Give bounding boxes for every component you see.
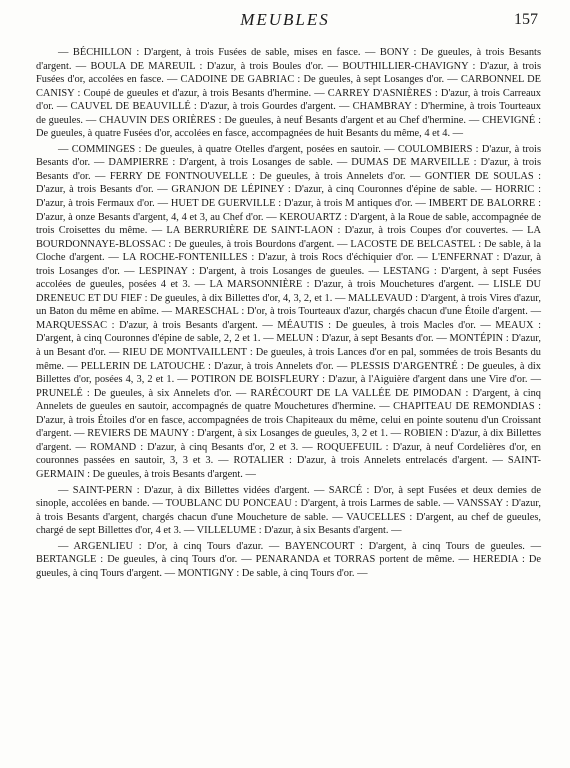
- running-head: [0, 10, 570, 32]
- paragraph: [36, 143, 541, 482]
- running-title: MEUBLES: [240, 10, 330, 29]
- paragraph-text: — SAINT-PERN : D'azur, à dix Billettes vidées d'argent. — SARCÉ : D'or, à sept Fusées et deux demies de sinople, accolées en bande. — TOUBLANC DU PONCEAU : D'argent, à trois Larmes de sable. — VANSSAY : D'azur, à trois Besants d'argent, chargés chacun d'une Moucheture de sable. — VAUCELLES : D'argent, au chef de gueules, chargé de sept Billettes d'or, 4 et 3. — VILLELUME : D'azur, à six Besants d'argent. —: [36, 484, 541, 537]
- paragraph: [36, 484, 541, 538]
- page-number: 157: [514, 11, 538, 28]
- paragraph-text: — ARGENLIEU : D'or, à cinq Tours d'azur. — BAYENCOURT : D'argent, à cinq Tours de gueules. — BERTANGLE : De gueules, à cinq Tours d'or. — PENARANDA et TORRAS portent de même. — HEREDIA : De gueules, à cinq Tours d'argent. — MONTIGNY : De sable, à cinq Tours d'or. —: [36, 540, 541, 579]
- paragraph-text: — COMMINGES : De gueules, à quatre Otelles d'argent, posées en sautoir. — COULOMBIERS : D'azur, à trois Besants d'or. — DAMPIERRE : D'argent, à trois Losanges de sable. — DUMAS DE MARVEILLE : D'azur, à trois Besants d'or. — FERRY DE FONTNOUVELLE : De gueules, à trois Annelets d'or. — GONTIER DE SOULAS : D'azur, à trois Besants d'or. — GRANJON DE LÉPINEY : D'azur, à cinq Couronnes d'épine de sable. — HORRIC : D'azur, à trois Fermaux d'or. — HUET DE GUERVILLE : D'azur, à trois M antiques d'or. — IMBERT DE BALORRE : D'azur, à onze Besants d'argent, 4, 4 et 3, au Chef d'or. — KEROUARTZ : D'argent, à la Roue de sable, accompagnée de trois Croisettes du même. — LA BERRURIÈRE DE SAINT-LAON : D'azur, à trois Coupes d'or couvertes. — LA BOURDONNAYE-BLOSSAC : De gueules, à trois Bourdons d'argent. — LACOSTE DE BELCASTEL : De sable, à la Cloche d'argent. — LA ROCHE-FONTENILLES : D'azur, à trois Rocs d'échiquier d'or. — L'ENFERNAT : D'azur, à trois Losanges d'or. — LESPINAY : D'argent, à trois Losanges de gueules. — LESTANG : D'argent, à sept Fusées accolées de gueules, posées 4 et 3. — LA MARSONNIÈRE : D'azur, à trois Mouchetures d'argent. — LISLE DU DRENEUC ET DU FIEF : De gueules, à dix Billettes d'or, 4, 3, 2, et 1. — MALLEVAUD : D'argent, à trois Vires d'azur, un Baton du même en abîme. — MARESCHAL : D'or, à trois Tourteaux d'azur, chargés chacun d'une Étoile d'argent. — MARQUESSAC : D'azur, à trois Besants d'argent. — MÉAUTIS : De gueules, à trois Macles d'or. — MEAUX : D'argent, à cinq Couronnes d'épine de sable, 2, 2 et 1. — MELUN : D'azur, à sept Besants d'or. — MONTÉPIN : D'azur, à un Besant d'or. — RIEU DE MONTVAILLENT : De gueules, à trois Lances d'or en pal, sommées de trois Besants du même. — PELLERIN DE LATOUCHE : D'azur, à trois Annelets d'or. — PLESSIS D'ARGENTRÉ : De gueules, à dix Billettes d'or, posées 4, 3, 2 et 1. — POTIRON DE BOISFLEURY : D'azur, à l'Aiguière d'argent dans une Vire d'or. — PRUNELÉ : De gueules, à six Annelets d'or. — RARÉCOURT DE LA VALLÉE DE PIMODAN : D'argent, à cinq Annelets de gueules en sautoir, accompagnés de quatre Mouchetures d'hermine. — CHAPITEAU DE REMONDIAS : D'azur, à trois Étoiles d'or en fasce, accompagnées de trois Chapiteaux du même, celui en pointe soutenu d'un Croissant d'argent. — REVIERS DE MAUNY : D'argent, à six Losanges de gueules, 3, 2 et 1. — ROBIEN : D'azur, à dix Billettes d'argent. — ROMAND : D'azur, à cinq Besants d'or, 2 et 3. — ROQUEFEUIL : D'azur, à neuf Cordelières d'or, en couronnes passées en sautoir, 3, 3 et 3. — ROTALIER : D'azur, à trois Annelets entrelacés d'argent. — SAINT-GERMAIN : De gueules, à trois Besants d'argent. —: [36, 143, 541, 480]
- paragraph: [36, 540, 541, 581]
- body-text: [36, 46, 541, 582]
- paragraph: [36, 46, 541, 141]
- paragraph-text: — BÉCHILLON : D'argent, à trois Fusées de sable, mises en fasce. — BONY : De gueules, à trois Besants d'argent. — BOULA DE MAREUIL : D'azur, à trois Boules d'or. — BOUTHILLIER-CHAVIGNY : D'azur, à trois Fusées d'or, accolées en fasce. — CADOINE DE GABRIAC : De gueules, à sept Losanges d'or. — CARBONNEL DE CANISY : Coupé de gueules et d'azur, à trois Besants d'hermine. — CARREY D'ASNIÈRES : D'azur, à trois Carreaux d'or. — CAUVEL DE BEAUVILLÉ : D'azur, à trois Gourdes d'argent. — CHAMBRAY : D'hermine, à trois Tourteaux de gueules. — CHAUVIN DES ORIÈRES : De gueules, à neuf Besants d'argent et au Chef d'hermine. — CHEVIGNÉ : De gueules, à quatre Fusées d'or, accolées en fasce, accompagnées de huit Besants du même, 4 et 4. —: [36, 47, 541, 140]
